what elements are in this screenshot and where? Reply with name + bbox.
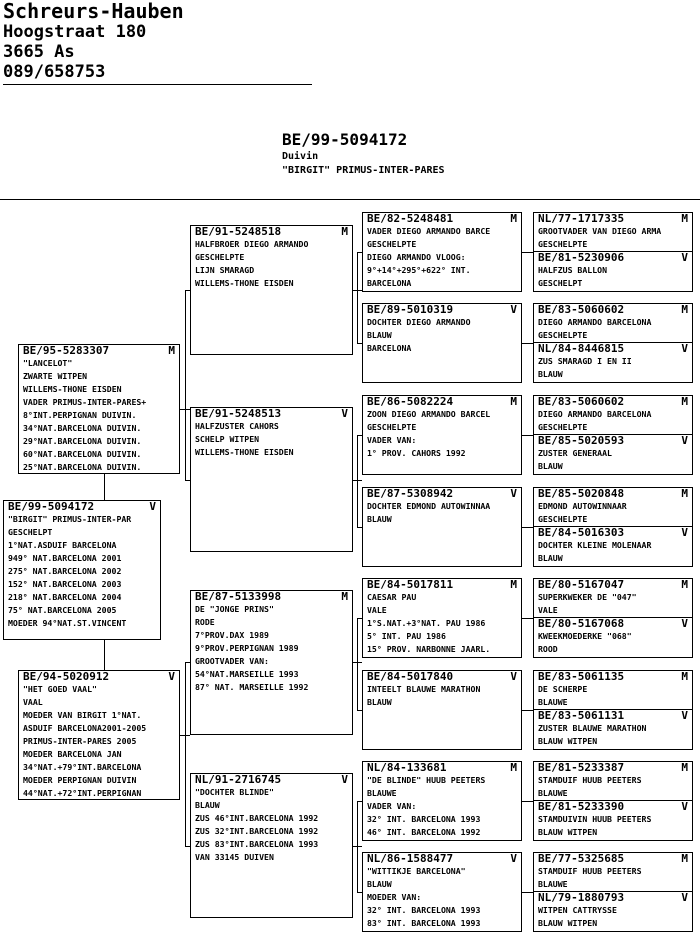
sex-marker: M xyxy=(510,212,517,225)
sex-marker: V xyxy=(681,891,688,904)
ring-header xyxy=(538,304,688,316)
pedigree-text-line: "DE BLINDE" HUUB PEETERS xyxy=(367,775,486,785)
pedigree-box-h3[interactable] xyxy=(362,395,522,475)
pedigree-text-line: ROOD xyxy=(538,644,558,654)
ring-header xyxy=(367,579,517,591)
pedigree-text-line: ZOON DIEGO ARMANDO BARCEL xyxy=(367,409,491,419)
ring-header xyxy=(195,226,348,238)
connector-line xyxy=(357,435,362,436)
pedigree-text-line: ZUSTER GENERAAL xyxy=(538,448,612,458)
pedigree-text-line: VALE xyxy=(367,605,387,615)
pedigree-box-p8[interactable] xyxy=(533,852,693,932)
ring-number: BE/83-5061131 xyxy=(538,709,625,722)
pedigree-text-line: ZUS 46°INT.BARCELONA 1992 xyxy=(195,813,319,823)
ring-header xyxy=(538,801,688,813)
pedigree-text-line: 1°NAT.ASDUIF BARCELONA xyxy=(8,540,117,550)
pedigree-text-line: MOEDER VAN: xyxy=(367,892,422,902)
ring-header xyxy=(538,853,688,865)
pedigree-text-line: DE "JONGE PRINS" xyxy=(195,604,274,614)
ring-header xyxy=(367,213,517,225)
connector-line xyxy=(357,618,358,710)
pedigree-text-line: LIJN SMARAGD xyxy=(195,265,255,275)
ring-header xyxy=(538,527,688,539)
pedigree-text-line: 87° NAT. MARSEILLE 1992 xyxy=(195,682,309,692)
pedigree-text-line: GESCHELPTE xyxy=(367,422,417,432)
pedigree-text-line: GESCHELPTE xyxy=(195,252,245,262)
pedigree-box-p2[interactable] xyxy=(533,303,693,383)
pedigree-text-line: ZWARTE WITPEN xyxy=(23,371,88,381)
ring-number: BE/83-5060602 xyxy=(538,395,625,408)
ring-number: BE/86-5082224 xyxy=(367,395,454,408)
pedigree-text-line: BLAUW WITPEN xyxy=(538,736,598,746)
ring-header xyxy=(538,343,688,355)
pedigree-text-line: SUPERKWEKER DE "047" xyxy=(538,592,637,602)
connector-line xyxy=(357,252,362,253)
ring-header xyxy=(23,671,175,683)
sex-marker: V xyxy=(681,342,688,355)
pedigree-text-line: BLAUW xyxy=(538,553,563,563)
connector-line xyxy=(357,252,358,343)
pedigree-text-line: BLAUW xyxy=(538,461,563,471)
pedigree-text-line: DIEGO ARMANDO BARCELONA xyxy=(538,409,652,419)
pedigree-text-line: DOCHTER EDMOND AUTOWINNAA xyxy=(367,501,491,511)
pedigree-text-line: CAESAR PAU xyxy=(367,592,417,602)
sex-marker: V xyxy=(341,407,348,420)
pedigree-text-line: 75° NAT.BARCELONA 2005 xyxy=(8,605,117,615)
pedigree-box-p4[interactable] xyxy=(533,487,693,567)
pedigree-text-line: BLAUWE xyxy=(367,788,397,798)
sex-marker: V xyxy=(681,434,688,447)
pedigree-text-line: GESCHELPTE xyxy=(538,422,588,432)
connector-line xyxy=(522,252,533,253)
pedigree-text-line: VAN 33145 DUIVEN xyxy=(195,852,274,862)
ring-header xyxy=(538,252,688,264)
pedigree-text-line: HALFZUSTER CAHORS xyxy=(195,421,279,431)
pedigree-text-line: 275° NAT.BARCELONA 2002 xyxy=(8,566,122,576)
connector-line xyxy=(357,801,362,802)
pedigree-text-line: BLAUWE xyxy=(538,788,568,798)
pedigree-text-line: GESCHELPTE xyxy=(367,239,417,249)
sex-marker: V xyxy=(341,773,348,786)
ring-header xyxy=(367,304,517,316)
pedigree-text-line: BARCELONA xyxy=(367,278,412,288)
connector-line xyxy=(104,474,105,500)
owner-header xyxy=(3,0,184,82)
pedigree-text-line: "HET GOED VAAL" xyxy=(23,684,97,694)
ring-header xyxy=(367,488,517,500)
ring-header xyxy=(538,213,688,225)
pedigree-text-line: VADER VAN: xyxy=(367,801,417,811)
connector-line xyxy=(185,290,186,480)
pedigree-box-b0[interactable] xyxy=(3,500,161,640)
pedigree-box-g3[interactable] xyxy=(190,590,353,735)
pedigree-text-line: "DOCHTER BLINDE" xyxy=(195,787,274,797)
ring-number: BE/82-5248481 xyxy=(367,212,454,225)
pedigree-text-line: MOEDER 94°NAT.ST.VINCENT xyxy=(8,618,127,628)
ring-number: NL/91-2716745 xyxy=(195,773,282,786)
ring-header xyxy=(195,591,348,603)
pedigree-box-p5[interactable] xyxy=(533,578,693,658)
pedigree-text-line: VAAL xyxy=(23,697,43,707)
connector-line xyxy=(357,527,362,528)
pedigree-text-line: WILLEMS-THONE EISDEN xyxy=(195,447,294,457)
pedigree-text-line: "WITTIKJE BARCELONA" xyxy=(367,866,466,876)
pedigree-text-line: GESCHELPT xyxy=(8,527,53,537)
ring-number: BE/91-5248518 xyxy=(195,225,282,238)
ring-header xyxy=(538,762,688,774)
pedigree-text-line: 1° PROV. CAHORS 1992 xyxy=(367,448,466,458)
ring-header xyxy=(195,408,348,420)
connector-line xyxy=(357,435,358,527)
sex-marker: M xyxy=(681,761,688,774)
pedigree-text-line: BLAUW xyxy=(367,330,392,340)
pedigree-text-line: 46° INT. BARCELONA 1992 xyxy=(367,827,481,837)
pedigree-text-line: BLAUW xyxy=(367,879,392,889)
ring-number: NL/84-133681 xyxy=(367,761,447,774)
pedigree-text-line: STAMDUIVIN HUUB PEETERS xyxy=(538,814,652,824)
connector-line xyxy=(357,801,358,892)
pedigree-text-line: VADER DIEGO ARMANDO BARCE xyxy=(367,226,491,236)
ring-number: BE/81-5230906 xyxy=(538,251,625,264)
sex-marker: M xyxy=(681,670,688,683)
pedigree-text-line: RODE xyxy=(195,617,215,627)
sex-marker: V xyxy=(681,709,688,722)
pedigree-box-p6[interactable] xyxy=(533,670,693,750)
pedigree-text-line: MOEDER BARCELONA JAN xyxy=(23,749,122,759)
subject-name: "BIRGIT" PRIMUS-INTER-PARES xyxy=(282,165,445,176)
pedigree-text-line: DIEGO ARMANDO BARCELONA xyxy=(538,317,652,327)
pedigree-text-line: 5° INT. PAU 1986 xyxy=(367,631,446,641)
ring-header xyxy=(538,671,688,683)
pedigree-text-line: WITPEN CATTRYSSE xyxy=(538,905,617,915)
pedigree-text-line: 54°NAT.MARSEILLE 1993 xyxy=(195,669,299,679)
ring-number: BE/87-5308942 xyxy=(367,487,454,500)
owner-street: Hoogstraat 180 xyxy=(3,22,147,42)
owner-phone: 089/658753 xyxy=(3,62,106,82)
pedigree-text-line: INTEELT BLAUWE MARATHON xyxy=(367,684,481,694)
ring-number: BE/77-5325685 xyxy=(538,852,625,865)
pedigree-box-g2[interactable] xyxy=(190,407,353,552)
pedigree-box-p1[interactable] xyxy=(533,212,693,292)
sex-marker: V xyxy=(510,670,517,683)
pedigree-text-line: BLAUW WITPEN xyxy=(538,827,598,837)
ring-header xyxy=(195,774,348,786)
sex-marker: V xyxy=(510,303,517,316)
ring-header xyxy=(538,435,688,447)
ring-number: BE/85-5020848 xyxy=(538,487,625,500)
pedigree-text-line: VADER PRIMUS-INTER-PARES+ xyxy=(23,397,147,407)
ring-header xyxy=(367,671,517,683)
pedigree-text-line: GESCHELPT xyxy=(538,278,583,288)
ring-number: NL/79-1880793 xyxy=(538,891,625,904)
pedigree-text-line: 9°+14°+295°+622° INT. xyxy=(367,265,471,275)
pedigree-text-line: ZUS SMARAGD I EN II xyxy=(538,356,632,366)
owner-name: Schreurs-Hauben xyxy=(3,0,184,23)
ring-number: BE/81-5233387 xyxy=(538,761,625,774)
pedigree-box-b1[interactable] xyxy=(18,344,180,474)
pedigree-text-line: STAMDUIF HUUB PEETERS xyxy=(538,775,642,785)
pedigree-text-line: VADER VAN: xyxy=(367,435,417,445)
connector-line xyxy=(522,618,533,619)
pedigree-divider xyxy=(0,199,700,200)
connector-line xyxy=(357,710,362,711)
pedigree-box-p3[interactable] xyxy=(533,395,693,475)
sex-marker: M xyxy=(168,344,175,357)
pedigree-text-line: 152° NAT.BARCELONA 2003 xyxy=(8,579,122,589)
pedigree-box-p7[interactable] xyxy=(533,761,693,841)
sex-marker: M xyxy=(510,761,517,774)
pedigree-text-line: 32° INT. BARCELONA 1993 xyxy=(367,905,481,915)
pedigree-box-h4[interactable] xyxy=(362,487,522,567)
pedigree-text-line: BLAUW xyxy=(195,800,220,810)
ring-number: BE/84-5017840 xyxy=(367,670,454,683)
connector-line xyxy=(185,846,190,847)
pedigree-text-line: GESCHELPTE xyxy=(538,239,588,249)
connector-line xyxy=(357,892,362,893)
ring-header xyxy=(538,579,688,591)
pedigree-text-line: GESCHELPTE xyxy=(538,514,588,524)
pedigree-text-line: GROOTVADER VAN DIEGO ARMA xyxy=(538,226,662,236)
pedigree-box-h1[interactable] xyxy=(362,212,522,292)
pedigree-box-h6[interactable] xyxy=(362,670,522,750)
pedigree-text-line: 15° PROV. NARBONNE JAARL. xyxy=(367,644,491,654)
ring-header xyxy=(8,501,156,513)
connector-line xyxy=(185,662,186,846)
pedigree-text-line: STAMDUIF HUUB PEETERS xyxy=(538,866,642,876)
ring-header xyxy=(538,488,688,500)
pedigree-text-line: BLAUW xyxy=(367,514,392,524)
pedigree-text-line: KWEEKMOEDERKE "068" xyxy=(538,631,632,641)
pedigree-text-line: BLAUW xyxy=(367,697,392,707)
pedigree-text-line: DE SCHERPE xyxy=(538,684,588,694)
ring-header xyxy=(367,396,517,408)
ring-header xyxy=(367,853,517,865)
connector-line xyxy=(522,343,533,344)
pedigree-text-line: 949° NAT.BARCELONA 2001 xyxy=(8,553,122,563)
ring-number: BE/80-5167068 xyxy=(538,617,625,630)
pedigree-text-line: "LANCELOT" xyxy=(23,358,73,368)
ring-header xyxy=(538,892,688,904)
connector-line xyxy=(357,343,362,344)
pedigree-text-line: BLAUWE xyxy=(538,697,568,707)
pedigree-text-line: HALFZUS BALLON xyxy=(538,265,608,275)
sex-marker: V xyxy=(681,800,688,813)
pedigree-text-line: PRIMUS-INTER-PARES 2005 xyxy=(23,736,137,746)
connector-line xyxy=(522,710,533,711)
connector-line xyxy=(522,801,533,802)
ring-number: BE/99-5094172 xyxy=(8,500,95,513)
ring-number: NL/84-8446815 xyxy=(538,342,625,355)
sex-marker: M xyxy=(681,578,688,591)
ring-number: BE/83-5060602 xyxy=(538,303,625,316)
ring-number: BE/89-5010319 xyxy=(367,303,454,316)
connector-line xyxy=(185,480,190,481)
sex-marker: M xyxy=(510,578,517,591)
pedigree-text-line: DOCHTER DIEGO ARMANDO xyxy=(367,317,471,327)
pedigree-text-line: WILLEMS-THONE EISDEN xyxy=(23,384,122,394)
owner-city: 3665 As xyxy=(3,42,75,62)
pedigree-text-line: 32° INT. BARCELONA 1993 xyxy=(367,814,481,824)
pedigree-text-line: 60°NAT.BARCELONA DUIVIN. xyxy=(23,449,142,459)
ring-number: BE/95-5283307 xyxy=(23,344,110,357)
sex-marker: M xyxy=(681,852,688,865)
sex-marker: M xyxy=(341,590,348,603)
pedigree-box-h2[interactable] xyxy=(362,303,522,383)
pedigree-text-line: WILLEMS-THONE EISDEN xyxy=(195,278,294,288)
pedigree-text-line: 9°PROV.PERPIGNAN 1989 xyxy=(195,643,299,653)
ring-number: BE/87-5133998 xyxy=(195,590,282,603)
pedigree-text-line: ZUSTER BLAUWE MARATHON xyxy=(538,723,647,733)
ring-header xyxy=(23,345,175,357)
subject-ring-number: BE/99-5094172 xyxy=(282,130,408,149)
ring-number: BE/83-5061135 xyxy=(538,670,625,683)
pedigree-text-line: GROOTVADER VAN: xyxy=(195,656,269,666)
ring-number: BE/81-5233390 xyxy=(538,800,625,813)
pedigree-text-line: VALE xyxy=(538,605,558,615)
sex-marker: M xyxy=(510,395,517,408)
sex-marker: V xyxy=(681,251,688,264)
pedigree-text-line: 34°NAT.+79°INT.BARCELONA xyxy=(23,762,142,772)
pedigree-text-line: 8°INT.PERPIGNAN DUIVIN. xyxy=(23,410,137,420)
pedigree-text-line: BLAUWE xyxy=(538,879,568,889)
sex-marker: M xyxy=(341,225,348,238)
connector-line xyxy=(522,892,533,893)
ring-number: NL/86-1588477 xyxy=(367,852,454,865)
pedigree-text-line: 1°S.NAT.+3°NAT. PAU 1986 xyxy=(367,618,486,628)
ring-number: BE/91-5248513 xyxy=(195,407,282,420)
ring-number: BE/84-5017811 xyxy=(367,578,454,591)
ring-header xyxy=(538,396,688,408)
header-divider xyxy=(3,84,312,85)
sex-marker: M xyxy=(681,395,688,408)
ring-number: BE/94-5020912 xyxy=(23,670,110,683)
pedigree-text-line: HALFBROER DIEGO ARMANDO xyxy=(195,239,309,249)
pedigree-text-line: ZUS 83°INT.BARCELONA 1993 xyxy=(195,839,319,849)
pedigree-text-line: 44°NAT.+72°INT.PERPIGNAN xyxy=(23,788,142,798)
connector-line xyxy=(185,662,190,663)
ring-header xyxy=(538,710,688,722)
pedigree-text-line: GESCHELPTE xyxy=(538,330,588,340)
connector-line xyxy=(522,527,533,528)
pedigree-text-line: 218° NAT.BARCELONA 2004 xyxy=(8,592,122,602)
pedigree-text-line: "BIRGIT" PRIMUS-INTER-PAR xyxy=(8,514,132,524)
pedigree-text-line: 29°NAT.BARCELONA DUIVIN. xyxy=(23,436,142,446)
sex-marker: V xyxy=(149,500,156,513)
ring-number: BE/80-5167047 xyxy=(538,578,625,591)
sex-marker: M xyxy=(681,487,688,500)
pedigree-text-line: 34°NAT.BARCELONA DUIVIN. xyxy=(23,423,142,433)
pedigree-text-line: 7°PROV.DAX 1989 xyxy=(195,630,269,640)
pedigree-text-line: ZUS 32°INT.BARCELONA 1992 xyxy=(195,826,319,836)
ring-header xyxy=(538,618,688,630)
pedigree-box-h5[interactable] xyxy=(362,578,522,658)
ring-header xyxy=(367,762,517,774)
sex-marker: V xyxy=(681,526,688,539)
pedigree-text-line: MOEDER VAN BIRGIT 1°NAT. xyxy=(23,710,142,720)
connector-line xyxy=(104,640,105,670)
sex-marker: M xyxy=(681,303,688,316)
pedigree-text-line: BLAUW WITPEN xyxy=(538,918,598,928)
sex-marker: V xyxy=(510,852,517,865)
sex-marker: M xyxy=(681,212,688,225)
pedigree-text-line: ASDUIF BARCELONA2001-2005 xyxy=(23,723,147,733)
ring-number: BE/84-5016303 xyxy=(538,526,625,539)
subject-sex: Duivin xyxy=(282,151,319,162)
pedigree-text-line: SCHELP WITPEN xyxy=(195,434,260,444)
pedigree-box-g1[interactable] xyxy=(190,225,353,355)
pedigree-text-line: BLAUW xyxy=(538,369,563,379)
pedigree-text-line: EDMOND AUTOWINNAAR xyxy=(538,501,627,511)
ring-number: NL/77-1717335 xyxy=(538,212,625,225)
pedigree-box-h8[interactable] xyxy=(362,852,522,932)
pedigree-box-b2[interactable] xyxy=(18,670,180,800)
connector-line xyxy=(522,435,533,436)
pedigree-box-h7[interactable] xyxy=(362,761,522,841)
pedigree-text-line: BARCELONA xyxy=(367,343,412,353)
sex-marker: V xyxy=(510,487,517,500)
subject-pigeon xyxy=(282,130,445,178)
connector-line xyxy=(185,290,190,291)
pedigree-box-g4[interactable] xyxy=(190,773,353,918)
connector-line xyxy=(357,618,362,619)
pedigree-text-line: MOEDER PERPIGNAN DUIVIN xyxy=(23,775,137,785)
sex-marker: V xyxy=(681,617,688,630)
pedigree-text-line: DIEGO ARMANDO VLOOG: xyxy=(367,252,466,262)
pedigree-text-line: DOCHTER KLEINE MOLENAAR xyxy=(538,540,652,550)
ring-number: BE/85-5020593 xyxy=(538,434,625,447)
pedigree-text-line: 25°NAT.BARCELONA DUIVIN. xyxy=(23,462,142,472)
pedigree-text-line: 83° INT. BARCELONA 1993 xyxy=(367,918,481,928)
sex-marker: V xyxy=(168,670,175,683)
